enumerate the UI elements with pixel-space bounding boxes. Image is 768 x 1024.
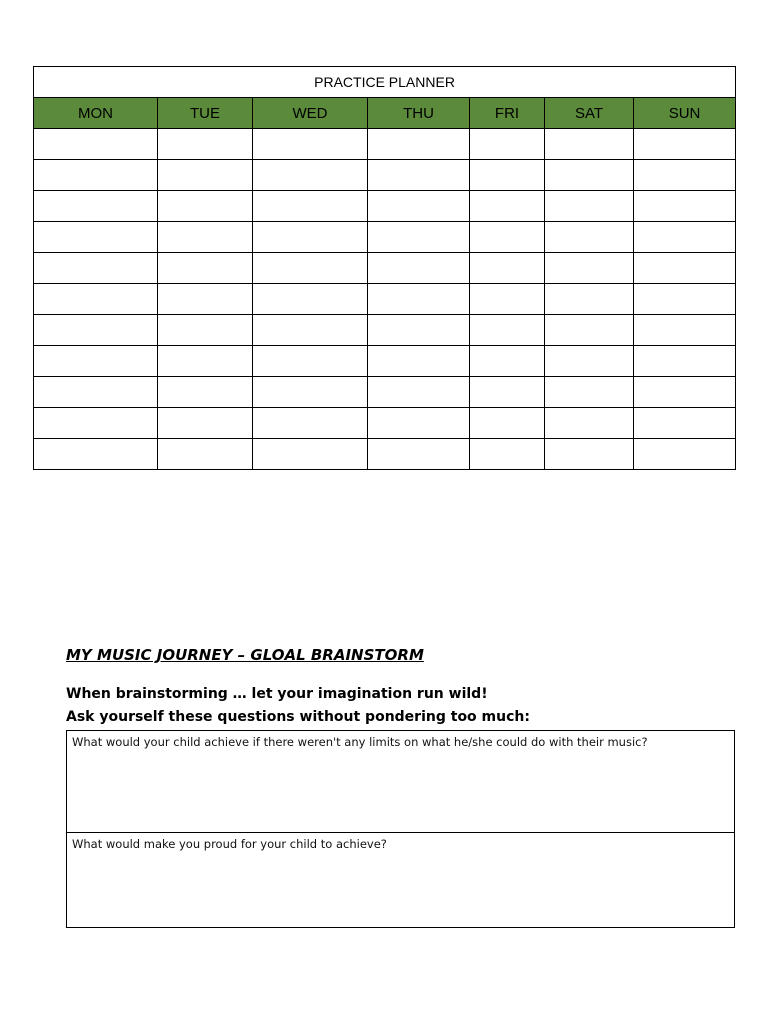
question-1-text: What would your child achieve if there weren't any limits on what he/she could do with their music? (72, 735, 648, 749)
planner-cell[interactable] (34, 129, 158, 160)
planner-cell[interactable] (368, 408, 470, 439)
table-row (34, 284, 736, 315)
table-row (34, 191, 736, 222)
table-row (34, 346, 736, 377)
planner-cell[interactable] (368, 222, 470, 253)
practice-planner-table (33, 66, 736, 470)
planner-cell[interactable] (253, 377, 368, 408)
table-row (34, 222, 736, 253)
planner-cell[interactable] (634, 253, 736, 284)
question-box-1[interactable] (66, 730, 735, 833)
planner-cell[interactable] (158, 315, 253, 346)
planner-cell[interactable] (634, 377, 736, 408)
planner-cell[interactable] (34, 439, 158, 470)
planner-cell[interactable] (545, 129, 634, 160)
day-header-sat: SAT (545, 98, 634, 129)
table-row (34, 129, 736, 160)
planner-cell[interactable] (253, 222, 368, 253)
planner-cell[interactable] (253, 408, 368, 439)
planner-cell[interactable] (34, 377, 158, 408)
planner-cell[interactable] (634, 160, 736, 191)
planner-cell[interactable] (368, 160, 470, 191)
planner-cell[interactable] (34, 191, 158, 222)
planner-cell[interactable] (470, 160, 545, 191)
table-row (34, 408, 736, 439)
planner-cell[interactable] (470, 284, 545, 315)
day-header-fri: FRI (470, 98, 545, 129)
planner-cell[interactable] (158, 439, 253, 470)
planner-cell[interactable] (368, 191, 470, 222)
planner-cell[interactable] (545, 315, 634, 346)
planner-cell[interactable] (253, 253, 368, 284)
intro-line-2: Ask yourself these questions without pondering too much: (66, 709, 530, 725)
planner-cell[interactable] (634, 439, 736, 470)
planner-cell[interactable] (158, 284, 253, 315)
planner-cell[interactable] (253, 439, 368, 470)
planner-cell[interactable] (545, 222, 634, 253)
planner-cell[interactable] (545, 253, 634, 284)
planner-cell[interactable] (634, 315, 736, 346)
planner-cell[interactable] (545, 408, 634, 439)
table-row (34, 377, 736, 408)
planner-cell[interactable] (368, 346, 470, 377)
planner-cell[interactable] (253, 346, 368, 377)
planner-cell[interactable] (158, 129, 253, 160)
table-row (34, 253, 736, 284)
question-box-2[interactable] (66, 832, 735, 928)
planner-cell[interactable] (470, 408, 545, 439)
planner-cell[interactable] (253, 191, 368, 222)
planner-cell[interactable] (470, 253, 545, 284)
planner-cell[interactable] (34, 284, 158, 315)
planner-cell[interactable] (634, 191, 736, 222)
planner-cell[interactable] (368, 284, 470, 315)
planner-cell[interactable] (470, 129, 545, 160)
planner-cell[interactable] (368, 129, 470, 160)
intro-line-1: When brainstorming … let your imagination run wild! (66, 686, 488, 702)
planner-cell[interactable] (368, 439, 470, 470)
planner-cell[interactable] (34, 346, 158, 377)
planner-cell[interactable] (470, 346, 545, 377)
planner-cell[interactable] (253, 160, 368, 191)
planner-cell[interactable] (158, 377, 253, 408)
planner-cell[interactable] (368, 315, 470, 346)
planner-cell[interactable] (634, 408, 736, 439)
planner-cell[interactable] (545, 346, 634, 377)
planner-cell[interactable] (545, 439, 634, 470)
day-header-mon: MON (34, 98, 158, 129)
planner-cell[interactable] (368, 253, 470, 284)
planner-cell[interactable] (634, 222, 736, 253)
planner-cell[interactable] (470, 191, 545, 222)
planner-cell[interactable] (158, 222, 253, 253)
planner-cell[interactable] (34, 253, 158, 284)
table-row (34, 315, 736, 346)
planner-cell[interactable] (253, 284, 368, 315)
planner-cell[interactable] (34, 222, 158, 253)
planner-cell[interactable] (470, 377, 545, 408)
planner-cell[interactable] (158, 408, 253, 439)
planner-cell[interactable] (34, 315, 158, 346)
planner-cell[interactable] (34, 408, 158, 439)
day-header-sun: SUN (634, 98, 736, 129)
planner-cell[interactable] (545, 377, 634, 408)
planner-cell[interactable] (158, 191, 253, 222)
day-header-tue: TUE (158, 98, 253, 129)
planner-cell[interactable] (634, 284, 736, 315)
planner-cell[interactable] (368, 377, 470, 408)
planner-cell[interactable] (158, 160, 253, 191)
table-row (34, 160, 736, 191)
day-header-thu: THU (368, 98, 470, 129)
day-header-wed: WED (253, 98, 368, 129)
planner-cell[interactable] (253, 129, 368, 160)
planner-cell[interactable] (545, 284, 634, 315)
planner-body (34, 129, 736, 470)
planner-cell[interactable] (253, 315, 368, 346)
journey-title: MY MUSIC JOURNEY – GLOAL BRAINSTORM (66, 646, 424, 664)
planner-cell[interactable] (470, 315, 545, 346)
planner-title: PRACTICE PLANNER (34, 67, 736, 98)
planner-cell[interactable] (158, 253, 253, 284)
planner-cell[interactable] (545, 191, 634, 222)
table-row (34, 439, 736, 470)
planner-cell[interactable] (470, 222, 545, 253)
planner-cell[interactable] (634, 346, 736, 377)
planner-cell[interactable] (470, 439, 545, 470)
planner-cell[interactable] (34, 160, 158, 191)
question-2-text: What would make you proud for your child to achieve? (72, 837, 387, 851)
planner-cell[interactable] (545, 160, 634, 191)
planner-cell[interactable] (634, 129, 736, 160)
planner-cell[interactable] (158, 346, 253, 377)
